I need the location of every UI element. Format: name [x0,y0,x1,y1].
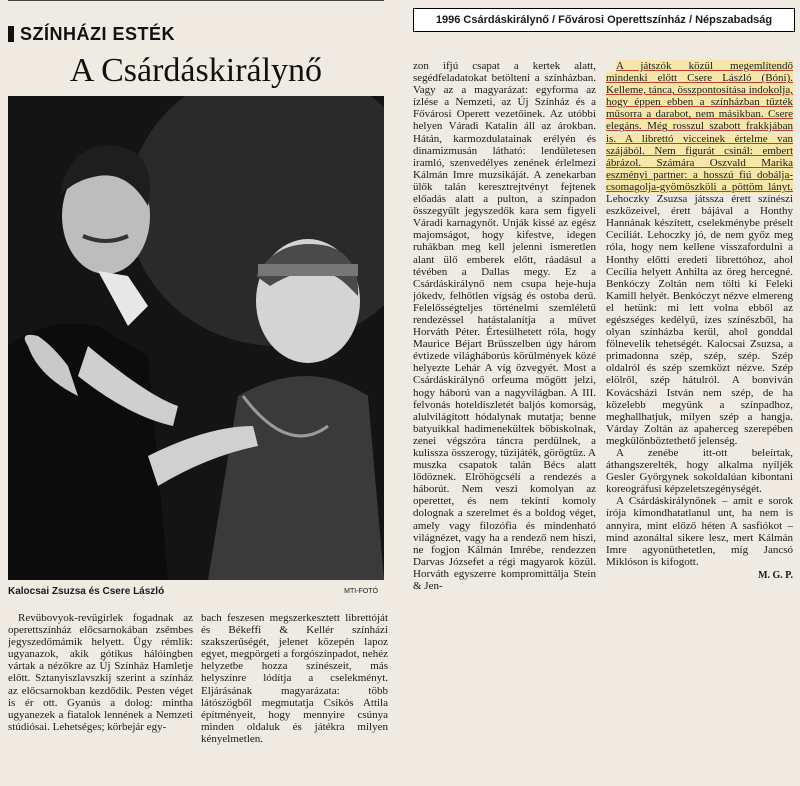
column-1-text: Revübovyok-revügirlek fogadnak az operettszínház előcsarnokában zsémbes jegyszedőmámik helyett. Ügy rémlik: ugyanazok, akik gótikus hálóingben vártak a nézőkre az Új Színház Hamletje előtt. Sztanyiszlavszkij szerint a színház az előcsarnokban kezdődik. Pesten véget is ér ott. Gyanús a dolog: mintha ugyanezek a fiatalok lennének a Nemzeti stúdiósai. Lehetséges; körbejár egy- [8,612,193,733]
article-column-1 [8,612,193,786]
column-4-text: Lehoczky Zsuzsa játssza érett színészi eszközeivel, érett bájával a Honthy Hannának készített, cselekménybe préselt Ceciliát. Lehoczky jó, de nem győz meg róla, hogy nem kellene visszafordulni a Honthy előtti eredeti librettóhoz, ahol Cecília helyett Anhilta az öreg hercegné. Benkóczy Zoltán nem tölti ki Feleki Kamill helyét. Benkóczyt nézve elmereng el hetünk: mi lett volna ebből az egészséges kedélyű, ízes színészből, ha olyan színházba kerül, ahol gonddal fölnevelik tehetségét. Kalocsai Zsuzsa, a primadonna szép, szép, szép. Szép oldalról és szép szemközt nézve. Szép elölről, szép hátulról. A bonviván Kovácsházi István nem szép, de ha közelebb megyünk a színpadhoz, meghallhatjuk, milyen szép a hangja. Várday Zoltán az apaherceg szerepében megkülönböztethető jelenség. [606,193,793,447]
section-tag [8,24,175,45]
column-4-paragraph-2: A zenébe itt-ott beleírtak, áthangszerelték, hogy alkalma nyíljék Gesler Györgynek sokoldalúan kibontani koreográfusi képzeletszegénységét. [606,447,793,496]
photo-caption [8,586,384,602]
article-column-2 [201,612,388,786]
column-4-paragraph-3: A Csárdáskirálynőnek – amit e sorok írója kimondhatatlanul unt, ha nem is annyira, mint előző héten A sasfiókot – mind azonáltal sikere lesz, mert Kálmán Imre agyonüthetetlen, míg Jancsó Miklóson is kifogott. [606,495,793,568]
photo-credit: MTI-FOTÓ [344,588,378,595]
headline: A Csárdáskirálynő [69,52,323,89]
article-column-4 [606,60,793,782]
section-label: SZÍNHÁZI ESTÉK [20,24,176,44]
production-photo [8,96,384,580]
column-3-text: zon ifjú csapat a kertek alatt, segédfeladatokat betölteni a színházban. Vagy az a magyarázat: egyforma az ízlése a Nemzeti, az Új Színház és a Fővárosi Operett vezetőinek. Az utóbbi helyen Váradi Katalin áll az árokban. Hátán, karmozdulatainak erélyén és dinamizmusán látható: lendületesen iramló, szenvedélyes zenének érlelmezi Kálmán Imre muzsikáját. A zenekarban ülők talán keresztrejtvényt fejtenek előadás alatt a pulton, a színpadon összegyűlt jegyszedők kara sem figyeli Váradi karnagynőt. Unják kissé az egész majomságot, hogy kifestve, idegen ruhákban meg kell jelenni ismeretlen alant ülő emberek előtt, ráadásul a tévében a Dallas megy. Ez a Csárdáskirálynő nem csupa heje-huja jókedv, felhőtlen vígság és ostoba derű. Felelősségteljes történelmi szemléletű rendezéssel hatástalanítja a művet Horváth Péter. Értesülhetett róla, hogy Maurice Béjart Brüsszelben úgy három évtizede világháborús körülmények közé helyezte Lehár A víg özvegyét. Most a Csárdáskirálynő orfeuma mögött jelzi, hogy háború van a nagyvilágban. A III. felvonás hoteldíszletét baljós komorság, alulvilágított hódalynak mutatja; benne batyuikkal hadimenekültek böbiskolnak, zenei végszóra táncra perdülnek, a kulissza összerogy, tűzijáték, görögtűz. A muszka csapatok talán Bécs alatt lődöznek. Elröhögcsélí a rendezés a háborút. Nem veszi komolyan az operettet, és nem tekinti komoly dolognak a szerelmet és a boldog véget, amely vagy filozófia és mindenható világnézet, vagy ha a rendező nem hiszi, ne fogjon Kálmán Imrébe, rendezzen Darvas Józsefet a régi magyarok közül. Horváth egyszerre kompromittálja Stein & Jen- [413,60,596,593]
author-signature: M. G. P. [758,569,793,581]
source-label: 1996 Csárdáskirálynő / Fővárosi Operettszínház / Népszabadság [413,8,795,32]
article-column-3 [413,60,596,782]
column-2-text: bach feszesen megszerkesztett librettóját és Békeffi & Kellér színházi szakszerűségét, jelenet közepén lapoz egyet, megpörgeti a forgószínpadot, nehéz helyzetbe hozza színészeit, más helyszínre lódítja a cselekményt. Eljárásának magyarázata: több látószögből megmutatja Csikós Attila építményeit, hogy mennyire csúnya minden oldaluk és játékra milyen kényelmetlen. [201,612,388,745]
highlighted-passage: A játszók közül megemlítendő mindenki előtt Csere László (Bóni). Kelleme, tánca, összpontosítása indokolja, hogy éppen ebben a színházban tűzték műsorra a darabot, nem másikban. Csere elegáns. Még rosszul szabott frakkjában is. A librettó vicceinek értelme van szájából. Nem figurát csinál: embert ábrázol. Számára Oszvald Marika eszményi partner: a hosszú fiú dobálja-csomagolja-gyömöszköli a pöttöm lányt. [606,60,793,193]
caption-text: Kalocsai Zsuzsa és Csere László [8,586,165,597]
top-rule [8,0,384,1]
photo-illustration [8,96,384,580]
